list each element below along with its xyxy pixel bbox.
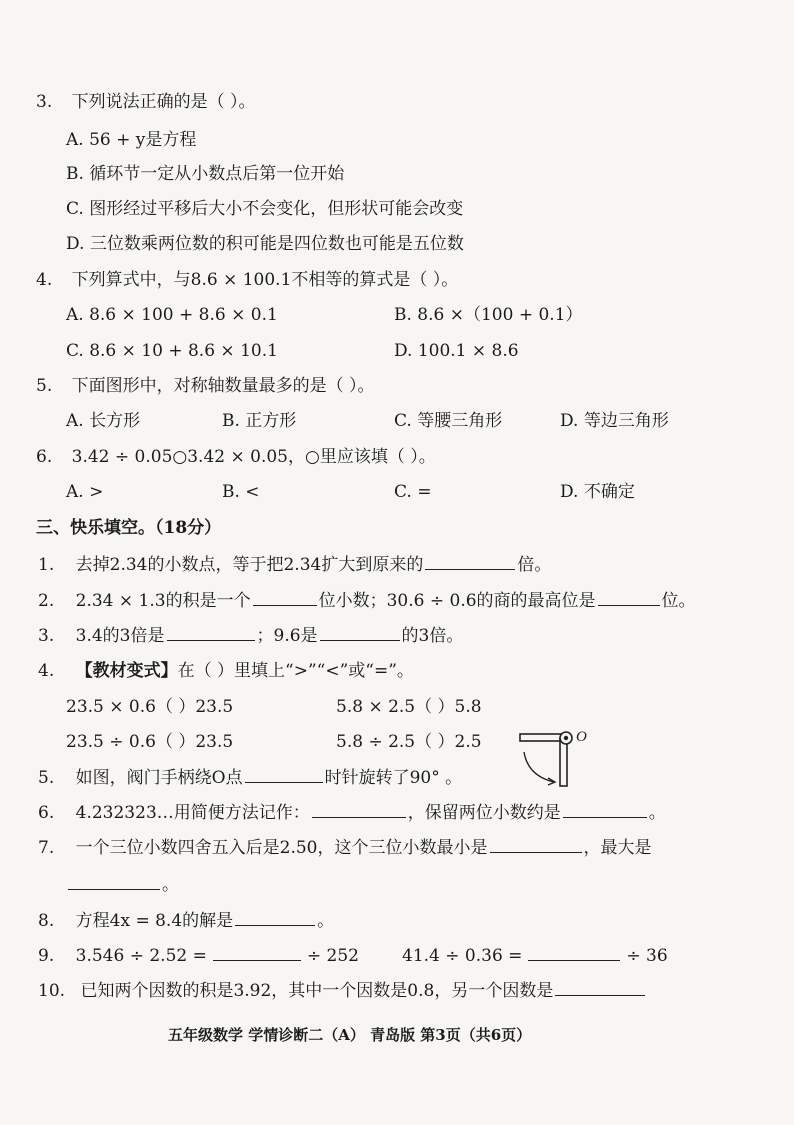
fill-7-text-b: ，最大是 — [583, 838, 652, 858]
valve-handle-horizontal — [520, 734, 564, 741]
fill-2-blank-2[interactable] — [598, 589, 660, 606]
q4-option-a: A. 8.6 × 100 + 8.6 × 0.1 — [66, 305, 278, 325]
q4-option-c: C. 8.6 × 10 + 8.6 × 10.1 — [66, 341, 278, 361]
fill-1-text-b: 倍。 — [517, 555, 552, 575]
fill-7-blank-1[interactable] — [490, 836, 582, 853]
fill-6-number: 6. — [38, 803, 55, 823]
fill-6-text-a: 4.232323…用简便方法记作： — [75, 803, 310, 823]
q5-option-a: A. 长方形 — [66, 411, 141, 431]
q3-number: 3. — [36, 92, 53, 112]
fill-3-blank-2[interactable] — [320, 624, 400, 641]
fill-5-text-a: 如图，阀门手柄绕O点 — [75, 768, 243, 788]
q6-number: 6. — [36, 447, 53, 467]
fill-9-blank-2[interactable] — [528, 944, 620, 961]
fill-9-blank-1[interactable] — [213, 944, 301, 961]
q4-stem — [36, 269, 458, 291]
fill-10-number: 10. — [38, 981, 66, 1001]
q3-stem — [36, 91, 256, 113]
q4-text: 下列算式中，与8.6 × 100.1不相等的算式是（ ）。 — [71, 270, 459, 290]
q6-option-d: D. 不确定 — [560, 482, 635, 502]
fill-6-text-c: 。 — [648, 803, 666, 823]
fill-8-number: 8. — [38, 911, 55, 931]
q4-option-b: B. 8.6 ×（100 + 0.1） — [394, 305, 583, 325]
fill-1-text-a: 去掉2.34的小数点，等于把2.34扩大到原来的 — [75, 555, 424, 575]
fill-7-blank-2[interactable] — [68, 873, 160, 890]
fill-5 — [38, 766, 462, 789]
fill-6-blank-1[interactable] — [312, 801, 406, 818]
fill-9-text-b: ÷ 252 — [306, 946, 359, 966]
valve-handle-vertical — [560, 738, 567, 786]
q3-option-d: D. 三位数乘两位数的积可能是四位数也可能是五位数 — [66, 234, 464, 254]
q4-option-d: D. 100.1 × 8.6 — [394, 341, 519, 361]
fill-3-blank-1[interactable] — [167, 624, 255, 641]
q5-stem — [36, 375, 375, 397]
fill-4 — [38, 660, 414, 682]
q3-option-c: C. 图形经过平移后大小不会变化，但形状可能会改变 — [66, 199, 464, 219]
fill-2-blank-1[interactable] — [253, 589, 317, 606]
fill-7-line-2 — [66, 873, 179, 896]
fill-5-blank[interactable] — [245, 766, 323, 783]
fill-1 — [38, 553, 551, 576]
fill-8-text-a: 方程4x = 8.4的解是 — [75, 911, 234, 931]
fill-4-tag: 【教材变式】 — [75, 661, 178, 681]
fill-2 — [38, 589, 696, 612]
q5-text: 下面图形中，对称轴数量最多的是（ ）。 — [71, 376, 375, 396]
fill-9 — [38, 944, 359, 967]
fill-6-text-b: ，保留两位小数约是 — [407, 803, 561, 823]
page-footer: 五年级数学 学情诊断二（A） 青岛版 第3页（共6页） — [168, 1026, 532, 1044]
fill-9-number: 9. — [38, 946, 55, 966]
q3-option-a: A. 56 + y是方程 — [66, 130, 197, 150]
fill-8-text-b: 。 — [317, 911, 335, 931]
fill-8 — [38, 909, 334, 932]
fill-1-blank[interactable] — [425, 553, 515, 570]
fill-2-text-c: 位。 — [661, 591, 696, 611]
q6-option-c: C. = — [394, 482, 432, 502]
q5-option-c: C. 等腰三角形 — [394, 411, 503, 431]
fill-1-number: 1. — [38, 555, 55, 575]
fill-7-number: 7. — [38, 838, 55, 858]
fill-3-text-a: 3.4的3倍是 — [75, 626, 165, 646]
valve-handle-figure — [514, 724, 594, 790]
fill-4-number: 4. — [38, 661, 55, 681]
fill-6-blank-2[interactable] — [563, 801, 647, 818]
fill-4-stem: 在（ ）里填上“>”“<”或“=”。 — [177, 661, 414, 681]
fill-6 — [38, 801, 666, 824]
fill-2-number: 2. — [38, 591, 55, 611]
fill-9-text-d: ÷ 36 — [626, 946, 668, 966]
fill-3 — [38, 624, 463, 647]
q6-option-a: A. > — [66, 482, 104, 502]
fill-10-text-a: 已知两个因数的积是3.92，其中一个因数是0.8，另一个因数是 — [80, 981, 554, 1001]
fill-5-text-b: 时针旋转了90° 。 — [324, 768, 463, 788]
fill-3-text-c: 的3倍。 — [401, 626, 464, 646]
fill-8-blank[interactable] — [235, 909, 315, 926]
fill-4-row2-left: 23.5 ÷ 0.6（ ）23.5 — [66, 732, 234, 752]
q6-option-b: B. < — [222, 482, 260, 502]
fill-4-row2-right: 5.8 ÷ 2.5（ ）2.5 — [336, 732, 482, 752]
fill-3-number: 3. — [38, 626, 55, 646]
fill-10 — [38, 979, 647, 1002]
valve-pivot-center — [564, 736, 568, 740]
fill-2-text-a: 2.34 × 1.3的积是一个 — [75, 591, 251, 611]
rotation-arc — [524, 752, 554, 782]
q6-text: 3.42 ÷ 0.05○3.42 × 0.05，○里应该填（ ）。 — [71, 447, 436, 467]
fill-7 — [38, 836, 652, 859]
q5-option-d: D. 等边三角形 — [560, 411, 669, 431]
fill-5-number: 5. — [38, 768, 55, 788]
q3-option-b: B. 循环节一定从小数点后第一位开始 — [66, 164, 345, 184]
fill-4-row1-left: 23.5 × 0.6（ ）23.5 — [66, 697, 234, 717]
point-o-label: O — [576, 729, 587, 745]
section-3-title: 三、快乐填空。（18分） — [36, 518, 222, 538]
fill-9-text-c: 41.4 ÷ 0.36 = — [402, 946, 523, 966]
fill-4-row1-right: 5.8 × 2.5（ ）5.8 — [336, 697, 482, 717]
fill-10-blank[interactable] — [555, 979, 645, 996]
q5-number: 5. — [36, 376, 53, 396]
fill-9-right — [402, 944, 668, 967]
q6-stem — [36, 446, 436, 468]
fill-7-text-a: 一个三位小数四舍五入后是2.50，这个三位小数最小是 — [75, 838, 488, 858]
q5-option-b: B. 正方形 — [222, 411, 297, 431]
q4-number: 4. — [36, 270, 53, 290]
fill-2-text-b: 位小数；30.6 ÷ 0.6的商的最高位是 — [318, 591, 596, 611]
fill-9-text-a: 3.546 ÷ 2.52 = — [75, 946, 207, 966]
fill-7-text-c: 。 — [162, 875, 179, 895]
fill-3-text-b: ；9.6是 — [256, 626, 318, 646]
q3-text: 下列说法正确的是（ ）。 — [71, 92, 256, 112]
